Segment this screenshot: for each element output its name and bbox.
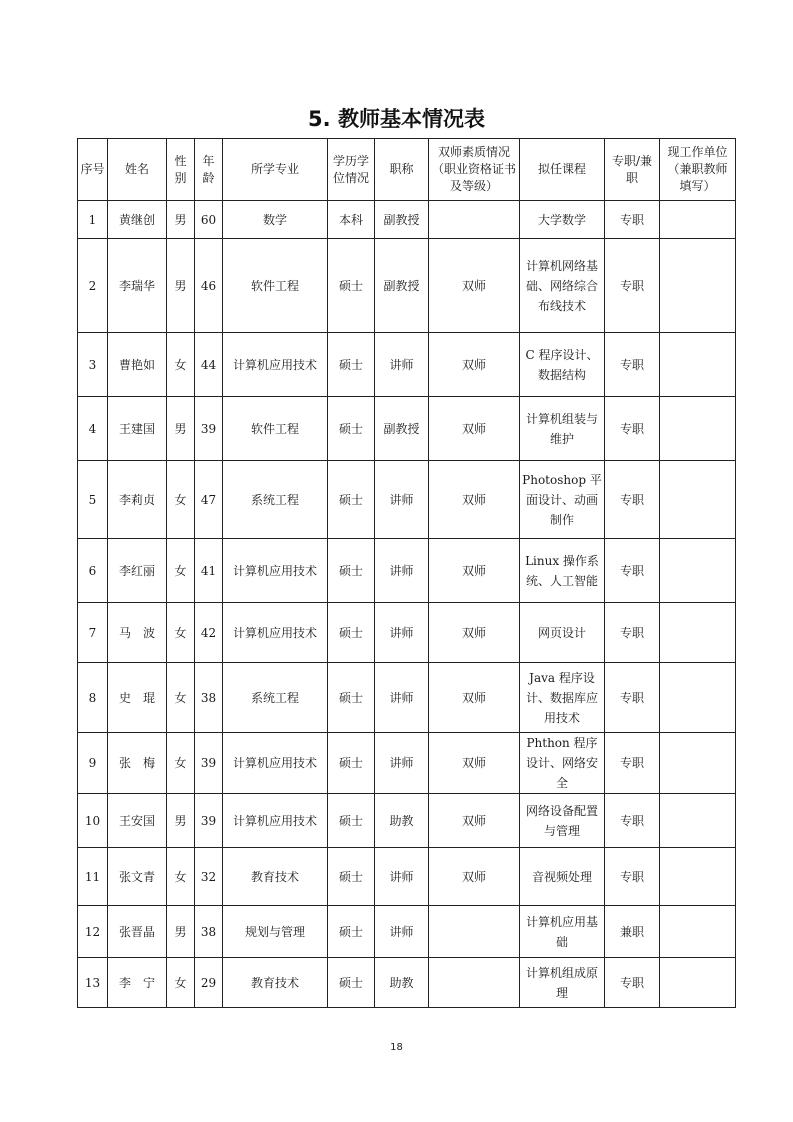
cell-age: 32 — [195, 848, 223, 906]
cell-gender: 男 — [167, 794, 195, 848]
cell-name: 李瑞华 — [108, 239, 167, 333]
cell-unit — [660, 663, 736, 733]
cell-rank: 讲师 — [375, 733, 429, 794]
table-row — [78, 794, 736, 848]
cell-major: 软件工程 — [223, 239, 328, 333]
cell-unit — [660, 397, 736, 461]
cell-degree: 硕士 — [328, 397, 375, 461]
cell-type: 专职 — [605, 848, 660, 906]
cell-dual: 双师 — [429, 733, 520, 794]
cell-no: 5 — [78, 461, 108, 539]
cell-age: 60 — [195, 201, 223, 239]
cell-degree: 硕士 — [328, 958, 375, 1008]
cell-name: 王建国 — [108, 397, 167, 461]
cell-degree: 硕士 — [328, 794, 375, 848]
cell-rank: 助教 — [375, 794, 429, 848]
cell-name: 张 梅 — [108, 733, 167, 794]
cell-no: 8 — [78, 663, 108, 733]
cell-major: 计算机应用技术 — [223, 333, 328, 397]
cell-gender: 女 — [167, 333, 195, 397]
cell-no: 9 — [78, 733, 108, 794]
cell-dual — [429, 201, 520, 239]
cell-unit — [660, 201, 736, 239]
cell-unit — [660, 603, 736, 663]
table-row — [78, 663, 736, 733]
cell-no: 7 — [78, 603, 108, 663]
cell-gender: 女 — [167, 848, 195, 906]
cell-dual: 双师 — [429, 539, 520, 603]
cell-type: 兼职 — [605, 906, 660, 958]
cell-degree: 硕士 — [328, 906, 375, 958]
cell-major: 计算机应用技术 — [223, 539, 328, 603]
cell-gender: 男 — [167, 201, 195, 239]
cell-dual: 双师 — [429, 663, 520, 733]
cell-no: 4 — [78, 397, 108, 461]
cell-unit — [660, 333, 736, 397]
cell-age: 39 — [195, 733, 223, 794]
cell-age: 29 — [195, 958, 223, 1008]
header-age: 年龄 — [195, 139, 223, 201]
header-dual: 双师素质情况（职业资格证书及等级） — [429, 139, 520, 201]
cell-gender: 女 — [167, 663, 195, 733]
cell-course: 音视频处理 — [520, 848, 605, 906]
cell-type: 专职 — [605, 539, 660, 603]
cell-type: 专职 — [605, 461, 660, 539]
cell-major: 计算机应用技术 — [223, 794, 328, 848]
cell-name: 张晋晶 — [108, 906, 167, 958]
table-row — [78, 461, 736, 539]
cell-course: 计算机网络基础、网络综合布线技术 — [520, 239, 605, 333]
cell-no: 2 — [78, 239, 108, 333]
cell-major: 数学 — [223, 201, 328, 239]
cell-age: 38 — [195, 663, 223, 733]
cell-course: Photoshop 平面设计、动画制作 — [520, 461, 605, 539]
cell-no: 10 — [78, 794, 108, 848]
cell-degree: 硕士 — [328, 663, 375, 733]
cell-no: 6 — [78, 539, 108, 603]
cell-unit — [660, 239, 736, 333]
cell-rank: 讲师 — [375, 663, 429, 733]
cell-degree: 硕士 — [328, 333, 375, 397]
cell-rank: 讲师 — [375, 539, 429, 603]
cell-gender: 女 — [167, 461, 195, 539]
cell-rank: 讲师 — [375, 848, 429, 906]
header-row — [78, 139, 736, 201]
cell-major: 教育技术 — [223, 958, 328, 1008]
cell-type: 专职 — [605, 239, 660, 333]
header-no: 序号 — [78, 139, 108, 201]
cell-type: 专职 — [605, 397, 660, 461]
cell-unit — [660, 539, 736, 603]
cell-unit — [660, 906, 736, 958]
cell-dual: 双师 — [429, 239, 520, 333]
cell-no: 11 — [78, 848, 108, 906]
cell-rank: 助教 — [375, 958, 429, 1008]
cell-dual — [429, 906, 520, 958]
table-row — [78, 333, 736, 397]
header-course: 拟任课程 — [520, 139, 605, 201]
teacher-table — [77, 138, 736, 1008]
cell-degree: 硕士 — [328, 603, 375, 663]
cell-major: 计算机应用技术 — [223, 733, 328, 794]
cell-name: 曹艳如 — [108, 333, 167, 397]
cell-major: 系统工程 — [223, 663, 328, 733]
cell-type: 专职 — [605, 333, 660, 397]
cell-type: 专职 — [605, 794, 660, 848]
cell-name: 史 琨 — [108, 663, 167, 733]
header-degree: 学历学位情况 — [328, 139, 375, 201]
cell-unit — [660, 794, 736, 848]
cell-unit — [660, 461, 736, 539]
cell-age: 39 — [195, 794, 223, 848]
table-row — [78, 397, 736, 461]
cell-rank: 副教授 — [375, 201, 429, 239]
cell-course: Java 程序设计、数据库应用技术 — [520, 663, 605, 733]
cell-rank: 讲师 — [375, 333, 429, 397]
cell-name: 李莉贞 — [108, 461, 167, 539]
cell-dual: 双师 — [429, 794, 520, 848]
cell-gender: 女 — [167, 603, 195, 663]
table-row — [78, 539, 736, 603]
cell-no: 13 — [78, 958, 108, 1008]
cell-degree: 硕士 — [328, 461, 375, 539]
table-row — [78, 733, 736, 794]
cell-major: 软件工程 — [223, 397, 328, 461]
cell-course: 计算机组成原理 — [520, 958, 605, 1008]
header-unit: 现工作单位（兼职教师填写） — [660, 139, 736, 201]
cell-course: 计算机应用基础 — [520, 906, 605, 958]
cell-gender: 男 — [167, 906, 195, 958]
cell-course: 大学数学 — [520, 201, 605, 239]
cell-type: 专职 — [605, 733, 660, 794]
cell-unit — [660, 733, 736, 794]
header-type: 专职/兼职 — [605, 139, 660, 201]
cell-type: 专职 — [605, 958, 660, 1008]
cell-rank: 副教授 — [375, 239, 429, 333]
cell-type: 专职 — [605, 663, 660, 733]
cell-course: 网页设计 — [520, 603, 605, 663]
cell-degree: 硕士 — [328, 239, 375, 333]
cell-course: Linux 操作系统、人工智能 — [520, 539, 605, 603]
cell-major: 计算机应用技术 — [223, 603, 328, 663]
cell-name: 王安国 — [108, 794, 167, 848]
header-gender: 性别 — [167, 139, 195, 201]
cell-gender: 女 — [167, 539, 195, 603]
cell-major: 教育技术 — [223, 848, 328, 906]
cell-age: 47 — [195, 461, 223, 539]
cell-age: 41 — [195, 539, 223, 603]
cell-dual: 双师 — [429, 333, 520, 397]
cell-unit — [660, 848, 736, 906]
cell-gender: 女 — [167, 958, 195, 1008]
cell-dual: 双师 — [429, 397, 520, 461]
cell-name: 李 宁 — [108, 958, 167, 1008]
table-row — [78, 848, 736, 906]
cell-name: 黄继创 — [108, 201, 167, 239]
page-title: 5. 教师基本情况表 — [308, 107, 485, 131]
cell-course: Phthon 程序设计、网络安全 — [520, 733, 605, 794]
cell-course: C 程序设计、数据结构 — [520, 333, 605, 397]
cell-age: 44 — [195, 333, 223, 397]
cell-gender: 男 — [167, 397, 195, 461]
cell-major: 规划与管理 — [223, 906, 328, 958]
table-row — [78, 239, 736, 333]
cell-dual: 双师 — [429, 461, 520, 539]
table-row — [78, 603, 736, 663]
cell-dual: 双师 — [429, 603, 520, 663]
page-number: 18 — [390, 1042, 403, 1053]
cell-rank: 副教授 — [375, 397, 429, 461]
cell-degree: 本科 — [328, 201, 375, 239]
cell-no: 1 — [78, 201, 108, 239]
table-row — [78, 958, 736, 1008]
cell-gender: 女 — [167, 733, 195, 794]
cell-name: 马 波 — [108, 603, 167, 663]
cell-no: 3 — [78, 333, 108, 397]
cell-age: 46 — [195, 239, 223, 333]
table-row — [78, 906, 736, 958]
cell-name: 李红丽 — [108, 539, 167, 603]
cell-dual — [429, 958, 520, 1008]
header-major: 所学专业 — [223, 139, 328, 201]
cell-type: 专职 — [605, 201, 660, 239]
cell-no: 12 — [78, 906, 108, 958]
cell-age: 38 — [195, 906, 223, 958]
cell-name: 张文青 — [108, 848, 167, 906]
cell-gender: 男 — [167, 239, 195, 333]
cell-age: 42 — [195, 603, 223, 663]
cell-rank: 讲师 — [375, 906, 429, 958]
cell-course: 计算机组装与维护 — [520, 397, 605, 461]
cell-degree: 硕士 — [328, 539, 375, 603]
cell-degree: 硕士 — [328, 733, 375, 794]
cell-age: 39 — [195, 397, 223, 461]
cell-type: 专职 — [605, 603, 660, 663]
cell-major: 系统工程 — [223, 461, 328, 539]
header-name: 姓名 — [108, 139, 167, 201]
cell-rank: 讲师 — [375, 461, 429, 539]
table-row — [78, 201, 736, 239]
cell-course: 网络设备配置与管理 — [520, 794, 605, 848]
cell-unit — [660, 958, 736, 1008]
table-body — [78, 201, 736, 1008]
cell-dual: 双师 — [429, 848, 520, 906]
cell-rank: 讲师 — [375, 603, 429, 663]
cell-degree: 硕士 — [328, 848, 375, 906]
header-rank: 职称 — [375, 139, 429, 201]
